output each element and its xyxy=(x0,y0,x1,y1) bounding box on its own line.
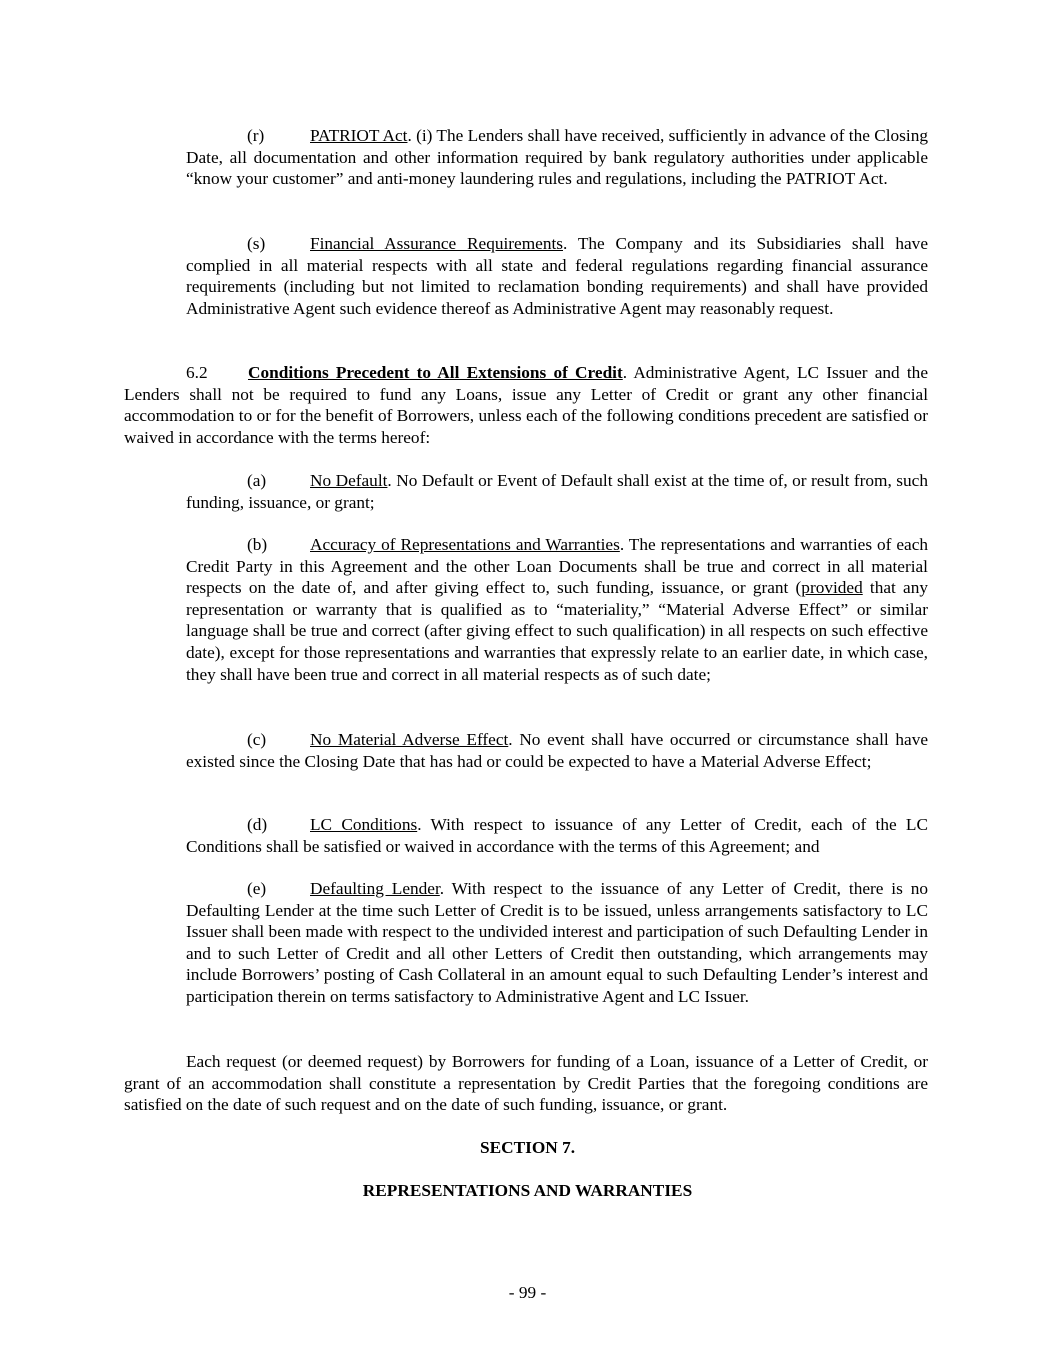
clause-label: (e) xyxy=(247,879,267,898)
provided-term: provided xyxy=(801,578,863,598)
clause-title: No Material Adverse Effect xyxy=(310,730,509,749)
clause-text: . No event shall have occurred or circumstance shall have existed since the Closing Date that has had or could be expected to have a Material Adverse Effect; xyxy=(186,730,929,771)
clause-label: (r) xyxy=(247,126,265,145)
closing-paragraph xyxy=(124,1051,928,1116)
page-number: - 99 - xyxy=(508,1283,547,1302)
clause-text: . With respect to issuance of any Letter of Credit, each of the LC Conditions shall be satisfied or waived in accordance with the terms of this Agreement; and xyxy=(186,815,928,856)
clause-title: No Default xyxy=(310,471,388,490)
clause-label: (b) xyxy=(247,535,268,554)
clause-e xyxy=(186,878,928,1008)
clause-label: (s) xyxy=(247,234,266,253)
clause-text-cont: that any representation or warranty that is qualified as to “materiality,” “Material Adverse Effect” or similar language shall be true and correct (after giving effect to such qualification) in all respects on such effective date), except for those representations and warranties that expressly relate to an earlier date, in which case, they shall have been true and correct in all material respects as of such date; xyxy=(186,578,928,684)
clause-c xyxy=(186,729,928,772)
clause-s xyxy=(186,233,928,319)
clause-text: . The Company and its Subsidiaries shall have complied in all material respects with all state and federal regulations regarding financial assurance requirements (including but not limited to reclamation bonding requirements) and shall have provided Administrative Agent such evidence thereof as Administrative Agent may reasonably request. xyxy=(186,234,928,318)
clause-a xyxy=(186,470,928,513)
clause-r xyxy=(186,125,928,190)
clause-label: (c) xyxy=(247,730,267,749)
clause-text: . (i) The Lenders shall have received, sufficiently in advance of the Closing Date, all documentation and other information required by bank regulatory authorities under applicable “know your customer” and anti-money laundering rules and regulations, including the PATRIOT Act. xyxy=(186,126,928,189)
clause-title: LC Conditions xyxy=(310,815,418,834)
clause-title: Defaulting Lender xyxy=(310,879,440,898)
clause-title: Accuracy of Representations and Warranties xyxy=(310,535,620,554)
clause-label: (a) xyxy=(247,471,267,490)
section-number: 6.2 xyxy=(186,363,208,382)
section-6-2 xyxy=(124,362,928,448)
section-text: . Administrative Agent, LC Issuer and the Lenders shall not be required to fund any Loans, issue any Letter of Credit or grant any other financial accommodation to or for the benefit of Borrowers, unless each of the following conditions precedent are satisfied or waived in accordance with the terms hereof: xyxy=(124,363,928,447)
clause-b xyxy=(186,534,928,685)
clause-title: PATRIOT Act xyxy=(310,126,408,145)
clause-text: . The representations and warranties of each Credit Party in this Agreement and the other Loan Documents shall be true and correct in all material respects on the date of, and after giving effect to, such funding, issuance, or grant ( xyxy=(186,535,929,598)
clause-d xyxy=(186,814,928,857)
section-7-heading: SECTION 7. xyxy=(479,1138,576,1157)
clause-text: . With respect to the issuance of any Letter of Credit, there is no Defaulting Lender at the time such Letter of Credit is to be issued, unless arrangements satisfactory to LC Issuer shall been made with respect to the undivided interest and participation of such Defaulting Lender in and to such Letter of Credit and all other Letters of Credit then outstanding, which arrangements may include Borrowers’ posting of Cash Collateral in an amount equal to such Defaulting Lender’s interest and participation therein on terms satisfactory to Administrative Agent and LC Issuer. xyxy=(186,879,928,1006)
closing-text: Each request (or deemed request) by Borrowers for funding of a Loan, issuance of a Letter of Credit, or grant of an accommodation shall constitute a representation by Credit Parties that the foregoing conditions are satisfied on the date of such request and on the date of such funding, issuance, or grant. xyxy=(124,1052,928,1115)
clause-text: . No Default or Event of Default shall exist at the time of, or result from, such funding, issuance, or grant; xyxy=(186,471,928,512)
section-title: Conditions Precedent to All Extensions of Credit xyxy=(248,363,623,382)
clause-title: Financial Assurance Requirements xyxy=(310,234,563,253)
section-7-subheading: REPRESENTATIONS AND WARRANTIES xyxy=(362,1181,693,1200)
clause-label: (d) xyxy=(247,815,268,834)
